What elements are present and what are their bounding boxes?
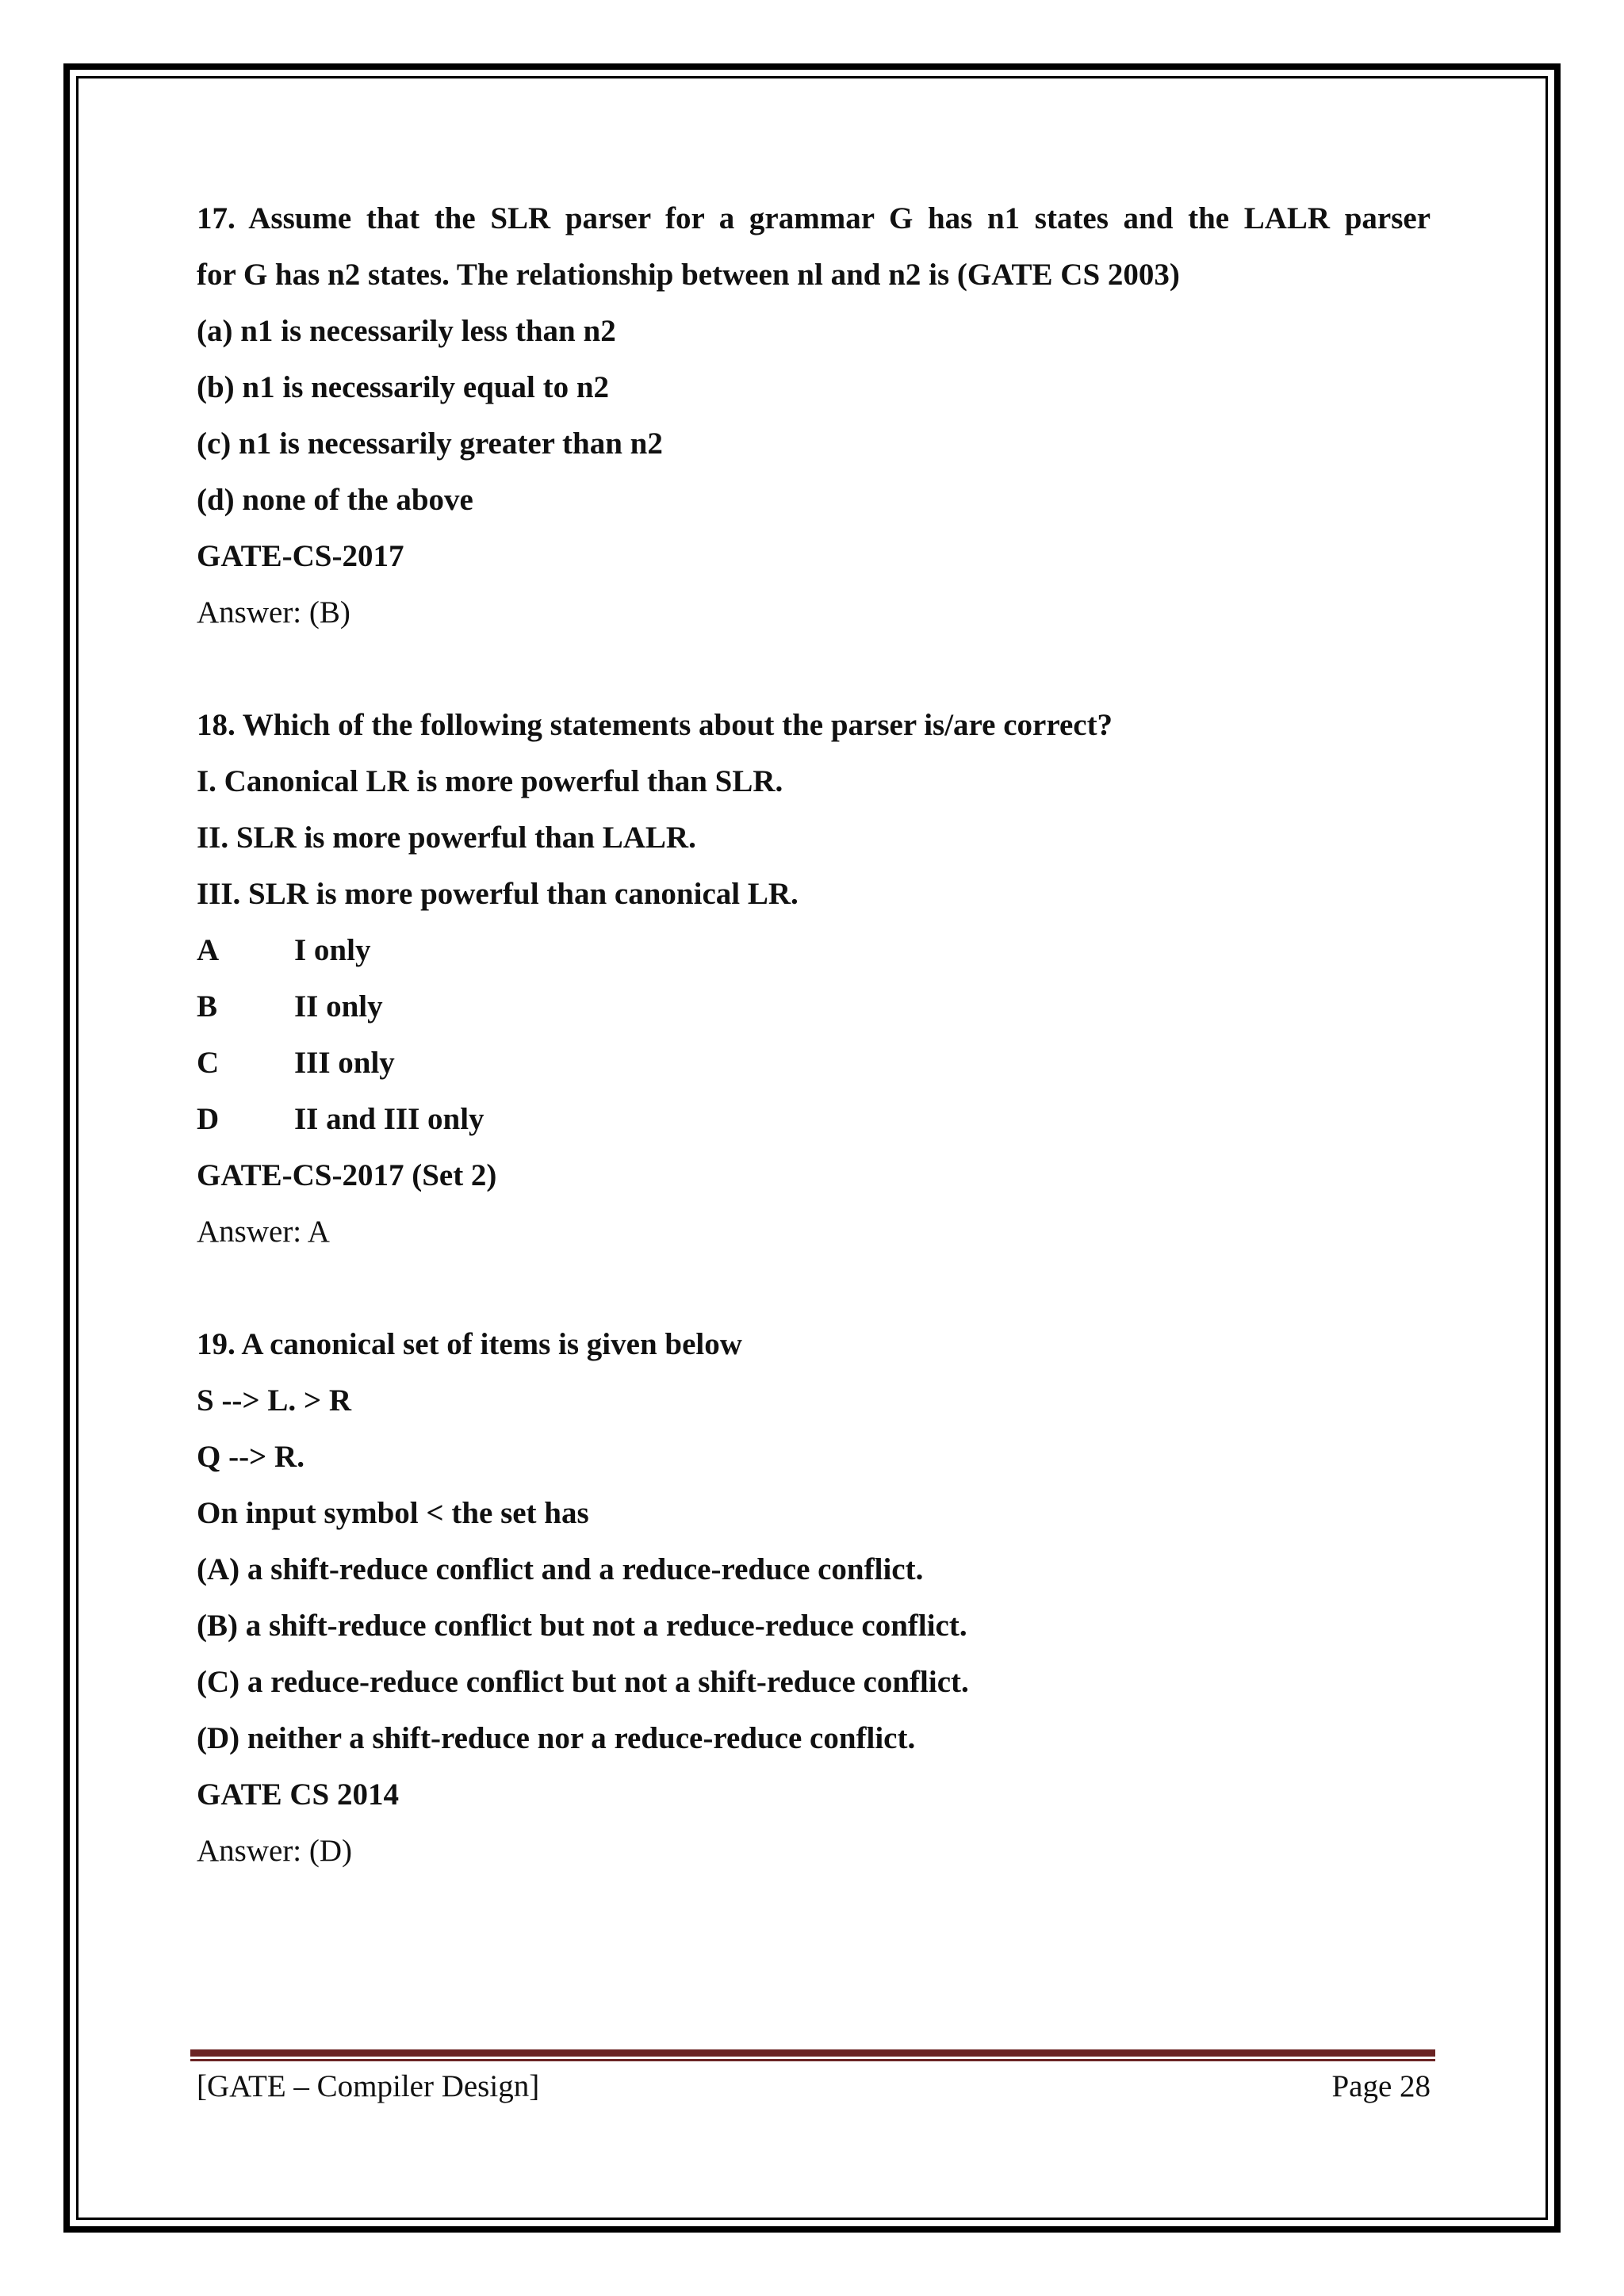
answer-option: [197, 978, 1431, 1035]
answer-option: (b) n1 is necessarily equal to n2: [197, 370, 610, 404]
page-number: Page 28: [1331, 2069, 1431, 2103]
option-text: II only: [294, 989, 383, 1024]
option-letter: B: [197, 989, 218, 1024]
question-stem-line: S --> L. > R: [197, 1383, 352, 1418]
question-stem-line: 19. A canonical set of items is given below: [197, 1327, 742, 1361]
option-text: III only: [294, 1046, 395, 1080]
answer-option: (a) n1 is necessarily less than n2: [197, 314, 616, 348]
answer-option: [197, 1091, 1431, 1147]
question-answer: Answer: (D): [197, 1834, 353, 1868]
question-answer: Answer: (B): [197, 595, 350, 629]
option-text: II and III only: [294, 1102, 485, 1136]
spacer: [197, 641, 1431, 697]
page-content: [197, 190, 1431, 1879]
question-stem-line: I. Canonical LR is more powerful than SLR.: [197, 764, 783, 798]
answer-option: (B) a shift-reduce conflict but not a reduce-reduce conflict.: [197, 1609, 967, 1643]
question-stem-line: 17. Assume that the SLR parser for a grammar G has n1 states and the LALR parser: [197, 201, 1431, 235]
question-stem-line: II. SLR is more powerful than LALR.: [197, 821, 696, 855]
question-source: GATE CS 2014: [197, 1777, 399, 1812]
option-letter: A: [197, 933, 220, 967]
answer-option: (C) a reduce-reduce conflict but not a shift-reduce conflict.: [197, 1665, 969, 1699]
question-stem-line: for G has n2 states. The relationship between nl and n2 is (GATE CS 2003): [197, 258, 1180, 292]
footer-rule-thin: [190, 2059, 1435, 2061]
answer-option: [197, 922, 1431, 978]
answer-option: (d) none of the above: [197, 483, 473, 517]
answer-option: (D) neither a shift-reduce nor a reduce-reduce conflict.: [197, 1721, 916, 1755]
spacer: [197, 1260, 1431, 1316]
answer-option: (c) n1 is necessarily greater than n2: [197, 427, 663, 461]
question-17: [197, 190, 1431, 641]
question-source: GATE-CS-2017 (Set 2): [197, 1158, 497, 1192]
question-18: [197, 697, 1431, 1260]
question-19: [197, 1316, 1431, 1879]
question-stem-line: 18. Which of the following statements about the parser is/are correct?: [197, 708, 1113, 742]
question-source: GATE-CS-2017: [197, 539, 404, 573]
option-letter: C: [197, 1046, 220, 1080]
answer-option: (A) a shift-reduce conflict and a reduce-reduce conflict.: [197, 1552, 924, 1586]
question-stem-line: III. SLR is more powerful than canonical LR.: [197, 877, 799, 911]
option-letter: D: [197, 1102, 220, 1136]
question-stem-line: On input symbol < the set has: [197, 1496, 589, 1530]
question-stem-line: Q --> R.: [197, 1440, 304, 1474]
answer-option: [197, 1035, 1431, 1091]
option-text: I only: [294, 933, 371, 967]
footer-title: [GATE – Compiler Design]: [197, 2069, 540, 2103]
question-answer: Answer: A: [197, 1215, 330, 1249]
footer-rule-thick: [190, 2049, 1435, 2057]
